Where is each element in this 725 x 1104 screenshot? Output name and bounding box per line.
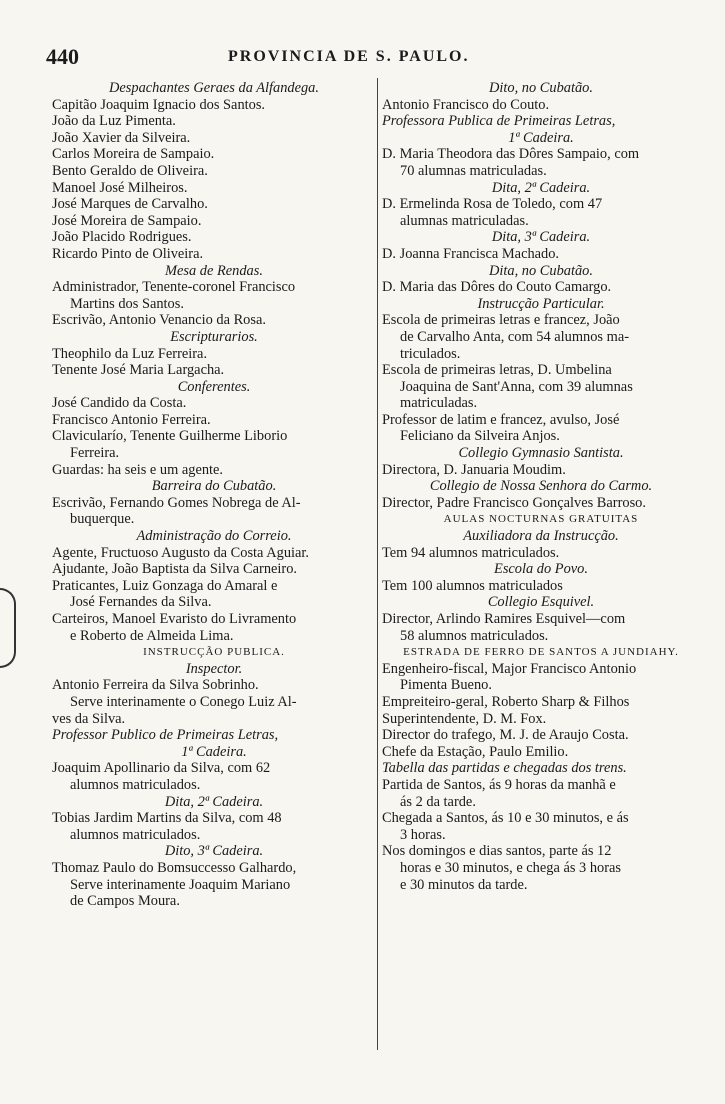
section-heading: Collegio Esquivel. [487, 594, 595, 611]
text-line: Nos domingos e dias santos, parte ás 12 [382, 843, 612, 860]
text-line: Escola de primeiras letras, D. Umbelina [382, 362, 612, 379]
right-column [382, 80, 700, 893]
text-line: Ricardo Pinto de Oliveira. [52, 245, 204, 262]
text-line: Tem 94 alumnos matriculados. [382, 544, 560, 561]
text-line: Professor de latim e francez, avulso, José [382, 411, 620, 428]
text-line: Superintendente, D. M. Fox. [382, 710, 547, 727]
text-line: Tenente José Maria Largacha. [52, 362, 225, 379]
text-line: de Campos Moura. [70, 893, 180, 910]
text-line: 70 alumnas matriculadas. [400, 162, 547, 179]
text-line: João Placido Rodrigues. [52, 229, 192, 246]
text-line: Tabella das partidas e chegadas dos trens. [382, 760, 627, 777]
section-heading: Collegio Gymnasio Santista. [458, 445, 624, 462]
text-line: ves da Silva. [52, 710, 126, 727]
text-line: José Marques de Carvalho. [52, 196, 208, 213]
section-heading: Escripturarios. [170, 328, 258, 345]
text-line: Tobias Jardim Martins da Silva, com 48 [52, 810, 282, 827]
text-line: ás 2 da tarde. [400, 793, 476, 810]
section-heading: Despachantes Geraes da Alfandega. [109, 80, 319, 96]
section-heading: ESTRADA DE FERRO DE SANTOS A JUNDIAHY. [403, 646, 679, 659]
page-number: 440 [46, 44, 79, 69]
text-line: e 30 minutos da tarde. [400, 876, 528, 893]
text-line: D. Ermelinda Rosa de Toledo, com 47 [382, 196, 603, 213]
text-line: Engenheiro-fiscal, Major Francisco Antonio [382, 660, 637, 677]
text-line: Agente, Fructuoso Augusto da Costa Aguiar. [52, 544, 310, 561]
text-line: Serve interinamente o Conego Luiz Al- [70, 693, 297, 710]
text-line: Partida de Santos, ás 9 horas da manhã e [382, 776, 616, 793]
text-line: Chegada a Santos, ás 10 e 30 minutos, e ás [382, 810, 629, 827]
section-heading: Inspector. [185, 660, 243, 677]
text-line: e Roberto de Almeida Lima. [70, 627, 234, 644]
text-line: Directora, D. Januaria Moudim. [382, 461, 566, 478]
text-line: Feliciano da Silveira Anjos. [400, 428, 560, 445]
text-line: José Fernandes da Silva. [70, 594, 212, 611]
text-line: Carlos Moreira de Sampaio. [52, 146, 215, 163]
text-line: 58 alumnos matriculados. [400, 627, 549, 644]
binding-hole-mark [0, 588, 16, 668]
section-heading: Administração do Correio. [136, 528, 292, 545]
text-line: Ferreira. [70, 445, 120, 462]
text-line: Professora Publica de Primeiras Letras, [382, 113, 616, 130]
text-line: D. Joanna Francisca Machado. [382, 245, 560, 262]
text-line: Escola de primeiras letras e francez, João [382, 312, 620, 329]
text-line: João da Luz Pimenta. [52, 113, 176, 130]
section-heading: Instrucção Particular. [477, 295, 605, 312]
section-heading: Dita, 3ª Cadeira. [491, 229, 591, 246]
text-line: Empreiteiro-geral, Roberto Sharp & Filhos [382, 693, 630, 710]
page-header [46, 44, 696, 74]
left-column [52, 80, 376, 910]
text-line: Tem 100 alumnos matriculados [382, 577, 563, 594]
text-line: Professor Publico de Primeiras Letras, [52, 727, 279, 744]
text-line: Director, Padre Francisco Gonçalves Barroso. [382, 494, 646, 511]
section-heading: Dita, 2ª Cadeira. [491, 179, 591, 196]
text-line: Francisco Antonio Ferreira. [52, 411, 211, 428]
text-line: Antonio Francisco do Couto. [382, 96, 550, 113]
section-heading: INSTRUCÇÃO PUBLICA. [143, 646, 285, 659]
text-line: Antonio Ferreira da Silva Sobrinho. [52, 677, 259, 694]
section-heading: Conferentes. [177, 378, 251, 395]
text-line: alumnos matriculados. [70, 826, 201, 843]
text-line: Theophilo da Luz Ferreira. [52, 345, 208, 362]
column-divider [377, 78, 378, 1050]
text-line: Chefe da Estação, Paulo Emilio. [382, 743, 569, 760]
text-line: de Carvalho Anta, com 54 alumnos ma- [400, 328, 629, 345]
text-line: Ajudante, João Baptista da Silva Carneiro. [52, 561, 297, 578]
text-line: Joaquina de Sant'Anna, com 39 alumnas [400, 378, 633, 395]
text-line: Praticantes, Luiz Gonzaga do Amaral e [52, 577, 278, 594]
text-line: 3 horas. [400, 826, 446, 843]
text-line: Escrivão, Fernando Gomes Nobrega de Al- [52, 494, 301, 511]
text-line: Capitão Joaquim Ignacio dos Santos. [52, 96, 266, 113]
text-line: João Xavier da Silveira. [52, 129, 191, 146]
text-line: alumnas matriculadas. [400, 212, 529, 229]
text-line: Thomaz Paulo do Bomsuccesso Galhardo, [52, 859, 297, 876]
section-heading: 1ª Cadeira. [181, 743, 247, 760]
section-heading: Dito, no Cubatão. [489, 80, 593, 96]
text-line: Martins dos Santos. [70, 295, 184, 312]
text-line: Director do trafego, M. J. de Araujo Costa. [382, 727, 629, 744]
text-line: Joaquim Apollinario da Silva, com 62 [52, 760, 271, 777]
text-line: Guardas: ha seis e um agente. [52, 461, 224, 478]
section-heading: Collegio de Nossa Senhora do Carmo. [429, 478, 653, 495]
section-heading: Dito, 3ª Cadeira. [164, 843, 264, 860]
text-line: D. Maria Theodora das Dôres Sampaio, com [382, 146, 640, 163]
text-line: Escrivão, Antonio Venancio da Rosa. [52, 312, 266, 329]
text-line: Bento Geraldo de Oliveira. [52, 162, 208, 179]
section-heading: AULAS NOCTURNAS GRATUITAS [443, 513, 639, 526]
text-line: matriculadas. [400, 395, 478, 412]
section-heading: 1ª Cadeira. [508, 129, 574, 146]
text-line: José Candido da Costa. [52, 395, 187, 412]
text-line: D. Maria das Dôres do Couto Camargo. [382, 279, 612, 296]
section-heading: Mesa de Rendas. [165, 262, 263, 279]
text-line: Administrador, Tenente-coronel Francisco [52, 279, 296, 296]
section-heading: Escola do Povo. [494, 561, 588, 578]
text-line: Pimenta Bueno. [400, 677, 492, 694]
text-line: José Moreira de Sampaio. [52, 212, 202, 229]
section-heading: Dita, 2ª Cadeira. [164, 793, 264, 810]
section-heading: Auxiliadora da Instrucção. [463, 528, 619, 545]
text-line: Manoel José Milheiros. [52, 179, 188, 196]
section-heading: Dita, no Cubatão. [489, 262, 593, 279]
text-line: alumnos matriculados. [70, 776, 201, 793]
section-heading: Barreira do Cubatão. [151, 478, 277, 495]
text-line: buquerque. [70, 511, 135, 528]
text-line: Carteiros, Manoel Evaristo do Livramento [52, 611, 297, 627]
text-line: Serve interinamente Joaquim Mariano [70, 876, 291, 893]
text-line: Clavicularío, Tenente Guilherme Liborio [52, 428, 288, 445]
text-line: triculados. [400, 345, 461, 362]
text-line: Director, Arlindo Ramires Esquivel—com [382, 611, 626, 627]
page-title: PROVINCIA DE S. PAULO. [228, 48, 470, 65]
text-line: horas e 30 minutos, e chega ás 3 horas [400, 859, 621, 876]
